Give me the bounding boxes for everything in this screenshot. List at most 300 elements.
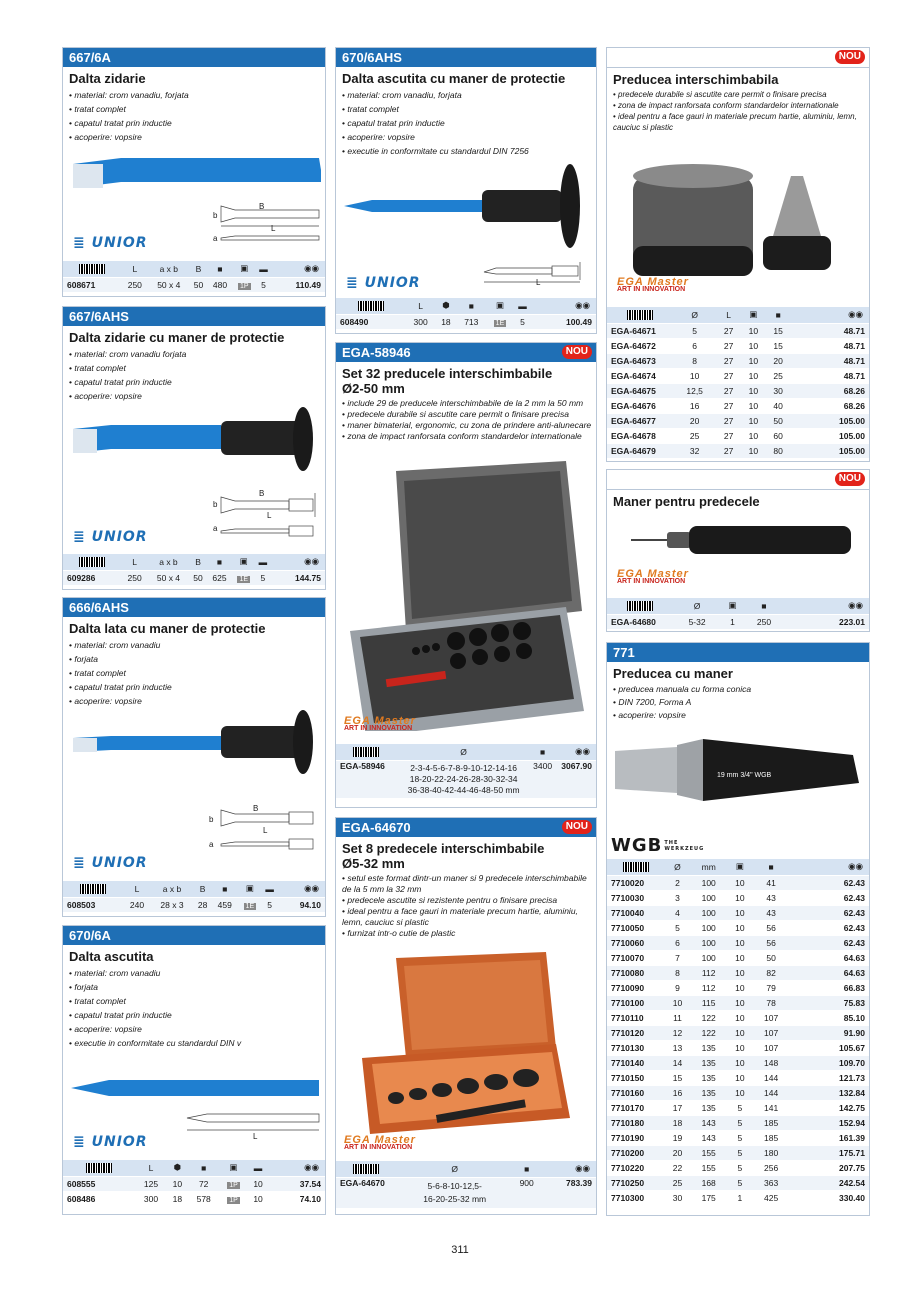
chisel-with-guard-image xyxy=(71,407,323,487)
package-icon: ▣ xyxy=(233,261,256,277)
sizes-line: 16-20-25-32 mm xyxy=(423,1193,487,1204)
feature-item: • ideal pentru a face gauri in materiale precum hartie, aluminiu, lemn, cauciuc si plastic xyxy=(613,111,865,133)
cell: 18 xyxy=(436,314,456,329)
feature-item: • executie in conformitate cu standardul DIN 7256 xyxy=(342,144,596,158)
barcode-icon xyxy=(336,298,405,314)
cell xyxy=(220,1191,248,1206)
dim-label-b: b xyxy=(209,815,214,824)
cell: 141 xyxy=(752,1100,789,1115)
product-code-cell: 7710100 xyxy=(607,995,665,1010)
product-code-cell: 608486 xyxy=(63,1191,135,1206)
product-card-666-6ahs xyxy=(62,597,326,917)
feature-item: • tratat complet xyxy=(342,102,596,116)
dim-label-b: b xyxy=(213,500,218,509)
feature-item: • material: crom vanadiu forjata xyxy=(69,347,325,361)
barcode-icon xyxy=(336,1161,396,1177)
cell: 82 xyxy=(752,965,789,980)
product-card-ega-58946 xyxy=(335,342,597,808)
product-code xyxy=(336,343,596,362)
brand-name: UNIOR xyxy=(91,1134,148,1150)
product-table xyxy=(607,598,869,629)
ega-master-logo xyxy=(344,717,416,733)
table-row xyxy=(607,353,869,368)
cell: 7 xyxy=(665,950,690,965)
price-cell: 3067.90 xyxy=(554,760,596,798)
product-title: Set 8 predecele interschimbabile Ø5-32 mm xyxy=(342,841,545,871)
package-icon: ▣ xyxy=(238,881,262,897)
cell: 5 xyxy=(727,1145,752,1160)
hexagon-icon: ⬢ xyxy=(436,298,456,314)
cell: 100 xyxy=(690,950,727,965)
product-card-preducea-interschimbabila xyxy=(606,47,870,462)
table-row xyxy=(607,995,869,1010)
cell: 459 xyxy=(211,897,238,912)
pointed-chisel-image xyxy=(69,1074,323,1104)
cell: 50 xyxy=(766,413,791,428)
product-code-cell: EGA-64675 xyxy=(607,383,673,398)
cell: 175 xyxy=(690,1190,727,1205)
cell: 112 xyxy=(690,965,727,980)
price-cell: 121.73 xyxy=(790,1070,869,1085)
new-badge: NOU xyxy=(562,345,592,359)
cell: 363 xyxy=(752,1175,789,1190)
cell: 155 xyxy=(690,1160,727,1175)
cell: 135 xyxy=(690,1100,727,1115)
cell: 60 xyxy=(766,428,791,443)
dim-label-a: a xyxy=(209,840,214,849)
card-header xyxy=(607,470,869,490)
package-icon: ▣ xyxy=(220,1160,248,1176)
cell: 107 xyxy=(752,1025,789,1040)
weight-icon: ■ xyxy=(456,298,486,314)
product-card-maner-predecele xyxy=(606,469,870,632)
ruler-icon: ▬ xyxy=(256,261,271,277)
barcode-icon xyxy=(336,744,396,760)
cell xyxy=(232,570,255,585)
product-title: Dalta zidarie xyxy=(69,71,146,86)
cell: 5 xyxy=(727,1175,752,1190)
price-cell: 105.00 xyxy=(791,443,869,458)
cell: 27 xyxy=(716,383,741,398)
cell: 107 xyxy=(752,1010,789,1025)
barcode-icon xyxy=(63,261,122,277)
cell: 20 xyxy=(673,413,716,428)
brand-name: UNIOR xyxy=(364,275,421,291)
price-cell: 94.10 xyxy=(278,897,325,912)
col-header: a x b xyxy=(150,881,193,897)
tool-marking: 19 mm 3/4" WGB xyxy=(717,772,772,779)
price-cell: 242.54 xyxy=(790,1175,869,1190)
feature-item: • capatul tratat prin inductie xyxy=(69,1008,325,1022)
product-code-cell: EGA-64674 xyxy=(607,368,673,383)
brand-name: WGB xyxy=(611,835,663,856)
feature-item: • tratat complet xyxy=(69,361,325,375)
col-header: Ø xyxy=(665,859,690,875)
cell: 135 xyxy=(690,1085,727,1100)
feature-item: • zona de impact ranforsata conform standardelor internationale xyxy=(342,431,592,442)
dim-label-a: a xyxy=(213,524,218,533)
feature-item: • predecele durabile si ascutite care permit o finisare precisa xyxy=(342,409,592,420)
page-number: 311 xyxy=(451,1244,469,1256)
price-cell: 110.49 xyxy=(271,277,325,292)
table-row xyxy=(336,1177,596,1208)
col-header: L xyxy=(405,298,435,314)
product-code-cell: 7710220 xyxy=(607,1160,665,1175)
table-row xyxy=(607,1130,869,1145)
cell: 27 xyxy=(716,368,741,383)
cell: 100 xyxy=(690,905,727,920)
dim-label-b: b xyxy=(213,211,218,220)
cell: 10 xyxy=(665,995,690,1010)
cell: 155 xyxy=(690,1145,727,1160)
unior-logo: ≣ UNIOR xyxy=(346,275,421,291)
feature-item: • forjata xyxy=(69,652,325,666)
cell: 480 xyxy=(207,277,233,292)
punch-set-case-image xyxy=(346,461,586,731)
table-row xyxy=(607,614,869,629)
price-cell: 144.75 xyxy=(271,570,325,585)
cell: 41 xyxy=(752,875,789,890)
cell: 27 xyxy=(716,338,741,353)
package-badge: 1P xyxy=(240,282,249,290)
cell: 135 xyxy=(690,1055,727,1070)
package-badge: 1P xyxy=(229,1181,238,1189)
product-code-cell: 7710120 xyxy=(607,1025,665,1040)
feature-item: • executie in conformitate cu standardul DIN v xyxy=(69,1036,325,1050)
product-code-cell: 7710060 xyxy=(607,935,665,950)
feature-item: • material: crom vanadiu, forjata xyxy=(342,88,596,102)
punch-set-orange-case-image xyxy=(356,948,576,1138)
unior-logo: ≣ UNIOR xyxy=(73,1134,148,1150)
product-code-cell: EGA-64679 xyxy=(607,443,673,458)
coins-icon: ◉◉ xyxy=(791,307,869,323)
cell: 625 xyxy=(207,570,233,585)
price-cell: 62.43 xyxy=(790,905,869,920)
cell: 12 xyxy=(665,1025,690,1040)
ega-master-logo xyxy=(344,1136,416,1152)
table-row xyxy=(607,443,869,458)
feature-item: • material: crom vanadiu xyxy=(69,966,325,980)
cell: 122 xyxy=(690,1025,727,1040)
cell: 25 xyxy=(766,368,791,383)
price-cell: 152.94 xyxy=(790,1115,869,1130)
product-table xyxy=(607,307,869,458)
product-table xyxy=(336,744,596,798)
product-code-cell: 7710080 xyxy=(607,965,665,980)
brand-name: UNIOR xyxy=(91,855,148,871)
cell: 5 xyxy=(727,1160,752,1175)
product-code-cell: 7710180 xyxy=(607,1115,665,1130)
table-row xyxy=(607,338,869,353)
col-header: L xyxy=(135,1160,167,1176)
cell: 78 xyxy=(752,995,789,1010)
barcode-icon xyxy=(607,307,673,323)
package-badge: 1E xyxy=(495,319,505,327)
product-code-cell: 7710300 xyxy=(607,1190,665,1205)
coins-icon: ◉◉ xyxy=(278,881,325,897)
weight-icon: ■ xyxy=(766,307,791,323)
cell: 135 xyxy=(690,1040,727,1055)
price-cell: 142.75 xyxy=(790,1100,869,1115)
cell: 10 xyxy=(741,368,766,383)
table-row xyxy=(607,1115,869,1130)
product-code-cell: 608503 xyxy=(63,897,124,912)
table-row xyxy=(607,890,869,905)
package-badge: 1P xyxy=(229,1196,238,1204)
price-cell: 207.75 xyxy=(790,1160,869,1175)
product-card-670-6a xyxy=(62,925,326,1215)
product-code-cell: 7710110 xyxy=(607,1010,665,1025)
feature-item: • capatul tratat prin inductie xyxy=(69,116,325,130)
weight-icon: ■ xyxy=(211,881,238,897)
cell xyxy=(238,897,262,912)
dim-label-B: B xyxy=(259,489,265,498)
price-cell: 175.71 xyxy=(790,1145,869,1160)
cell: 32 xyxy=(673,443,716,458)
cell: 50 xyxy=(189,570,206,585)
pointed-chisel-with-guard-image xyxy=(342,160,594,260)
punch-handle-image xyxy=(627,522,857,558)
weight-icon: ■ xyxy=(744,598,784,614)
cell xyxy=(220,1176,248,1191)
cell: 20 xyxy=(766,353,791,368)
cell: 50 x 4 xyxy=(147,570,189,585)
product-title: Preducea cu maner xyxy=(613,666,733,681)
cell: 300 xyxy=(135,1191,167,1206)
col-header: a x b xyxy=(147,554,189,570)
table-row xyxy=(63,277,325,292)
price-cell: 68.26 xyxy=(791,383,869,398)
cell: 10 xyxy=(727,980,752,995)
cell: 10 xyxy=(741,338,766,353)
cell: 10 xyxy=(727,1040,752,1055)
product-code-cell: 7710170 xyxy=(607,1100,665,1115)
product-card-771 xyxy=(606,642,870,1216)
price-cell: 64.63 xyxy=(790,965,869,980)
sizes-line: 2-3-4-5-6-7-8-9-10-12-14-16 xyxy=(410,762,517,773)
price-cell: 62.43 xyxy=(790,875,869,890)
product-code-cell: 7710030 xyxy=(607,890,665,905)
coins-icon: ◉◉ xyxy=(269,1160,325,1176)
cell: 100 xyxy=(690,935,727,950)
feature-list xyxy=(63,88,325,144)
table-row xyxy=(63,897,325,912)
cell: 3400 xyxy=(531,760,554,798)
cell: 900 xyxy=(513,1177,540,1208)
cell: 5 xyxy=(255,570,270,585)
price-cell: 161.39 xyxy=(790,1130,869,1145)
feature-item: • tratat complet xyxy=(69,994,325,1008)
cell: 10 xyxy=(727,995,752,1010)
feature-list xyxy=(63,347,325,403)
product-code-cell: EGA-64678 xyxy=(607,428,673,443)
cell: 250 xyxy=(122,570,148,585)
ega-tagline: ART IN INNOVATION xyxy=(344,725,413,732)
cell: 22 xyxy=(665,1160,690,1175)
cell: 5 xyxy=(727,1130,752,1145)
product-code-cell: 7710150 xyxy=(607,1070,665,1085)
product-code-cell: 7710200 xyxy=(607,1145,665,1160)
cell: 10 xyxy=(248,1176,269,1191)
flat-chisel-image xyxy=(71,710,323,790)
feature-list xyxy=(63,966,325,1050)
product-code: 667/6AHS xyxy=(63,307,325,326)
table-row xyxy=(607,323,869,338)
product-code-cell: 7710070 xyxy=(607,950,665,965)
price-cell: 62.43 xyxy=(790,935,869,950)
table-row xyxy=(63,1176,325,1191)
ega-master-logo xyxy=(617,570,689,586)
dim-label-L: L xyxy=(536,278,541,287)
cell: 8 xyxy=(673,353,716,368)
cell: 10 xyxy=(741,383,766,398)
col-header: B xyxy=(190,261,207,277)
cell: 12,5 xyxy=(673,383,716,398)
feature-item: • setul este format dintr-un maner si 9 predecele interschimbabile de la 5 mm la 32 mm xyxy=(342,873,592,895)
dim-label-L: L xyxy=(271,224,276,233)
table-row xyxy=(607,1190,869,1205)
cell: 148 xyxy=(752,1055,789,1070)
cell: 10 xyxy=(727,1055,752,1070)
cell: 240 xyxy=(124,897,151,912)
cell: 144 xyxy=(752,1085,789,1100)
feature-item: • material: crom vanadiu xyxy=(69,638,325,652)
product-card-670-6ahs xyxy=(335,47,597,334)
table-row xyxy=(607,920,869,935)
dim-label-L: L xyxy=(263,826,268,835)
table-row xyxy=(607,1010,869,1025)
cell: 180 xyxy=(752,1145,789,1160)
feature-item: • tratat complet xyxy=(69,102,325,116)
price-cell: 100.49 xyxy=(532,314,596,329)
cell: 3 xyxy=(665,890,690,905)
table-row xyxy=(607,875,869,890)
package-icon: ▣ xyxy=(487,298,514,314)
price-cell: 37.54 xyxy=(269,1176,325,1191)
product-code-cell: EGA-64671 xyxy=(607,323,673,338)
cell: 15 xyxy=(665,1070,690,1085)
cell: 10 xyxy=(727,935,752,950)
product-table xyxy=(63,881,325,912)
feature-item: • material: crom vanadiu, forjata xyxy=(69,88,325,102)
table-row xyxy=(607,935,869,950)
table-row xyxy=(336,760,596,798)
cell: 18 xyxy=(665,1115,690,1130)
price-cell: 105.67 xyxy=(790,1040,869,1055)
price-cell: 91.90 xyxy=(790,1025,869,1040)
cell: 27 xyxy=(716,398,741,413)
table-row xyxy=(607,383,869,398)
cell: 6 xyxy=(665,935,690,950)
product-code-cell: EGA-64680 xyxy=(607,614,673,629)
cell: 8 xyxy=(665,965,690,980)
cell: 43 xyxy=(752,890,789,905)
table-row xyxy=(607,1160,869,1175)
sizes-line: 36-38-40-42-44-46-48-50 mm xyxy=(407,784,520,795)
product-code-cell: 7710040 xyxy=(607,905,665,920)
price-cell: 68.26 xyxy=(791,398,869,413)
cell: 56 xyxy=(752,920,789,935)
interchangeable-punch-image xyxy=(627,156,857,296)
feature-item: • ideal pentru a face gauri in materiale precum hartie, aluminiu, lemn, cauciuc si plastic xyxy=(342,906,592,928)
cell: 143 xyxy=(690,1115,727,1130)
cell: 143 xyxy=(690,1130,727,1145)
price-cell: 74.10 xyxy=(269,1191,325,1206)
cell: 5 xyxy=(665,920,690,935)
cell: 10 xyxy=(673,368,716,383)
dim-label-B: B xyxy=(259,202,265,211)
product-code-cell: 7710160 xyxy=(607,1085,665,1100)
cell: 10 xyxy=(741,398,766,413)
cell: 10 xyxy=(741,428,766,443)
package-badge: 1E xyxy=(245,902,255,910)
coins-icon: ◉◉ xyxy=(271,261,325,277)
cell: 144 xyxy=(752,1070,789,1085)
hexagon-icon: ⬢ xyxy=(167,1160,188,1176)
cell: 250 xyxy=(122,277,148,292)
col-header: Ø xyxy=(673,307,716,323)
ruler-icon: ▬ xyxy=(262,881,278,897)
barcode-icon xyxy=(63,1160,135,1176)
cell: 10 xyxy=(727,890,752,905)
package-icon: ▣ xyxy=(721,598,744,614)
product-table xyxy=(336,298,596,329)
table-row xyxy=(607,1070,869,1085)
cell: 20 xyxy=(665,1145,690,1160)
cell: 125 xyxy=(135,1176,167,1191)
cell: 10 xyxy=(741,353,766,368)
table-row xyxy=(607,965,869,980)
cell: 578 xyxy=(188,1191,220,1206)
dimension-drawing xyxy=(209,491,321,541)
price-cell: 75.83 xyxy=(790,995,869,1010)
feature-item: • acoperire: vopsire xyxy=(613,709,865,722)
cell: 5-32 xyxy=(673,614,721,629)
cell: 135 xyxy=(690,1070,727,1085)
unior-logo: ≣ UNIOR xyxy=(73,235,148,251)
product-code: 771 xyxy=(607,643,869,662)
table-row xyxy=(336,314,596,329)
cell: 2 xyxy=(665,875,690,890)
col-header: B xyxy=(194,881,212,897)
cell: 425 xyxy=(752,1190,789,1205)
ega-tagline: ART IN INNOVATION xyxy=(617,578,686,585)
product-code-cell: EGA-64676 xyxy=(607,398,673,413)
cell: 713 xyxy=(456,314,486,329)
package-icon: ▣ xyxy=(232,554,255,570)
price-cell: 48.71 xyxy=(791,338,869,353)
cell: 10 xyxy=(741,413,766,428)
col-header: L xyxy=(122,261,148,277)
weight-icon: ■ xyxy=(207,261,233,277)
product-title: Set 32 preducele interschimbabile Ø2-50 mm xyxy=(342,366,553,396)
feature-item: • tratat complet xyxy=(69,666,325,680)
cell: 10 xyxy=(727,1070,752,1085)
cell: 6 xyxy=(673,338,716,353)
sizes-line: 5-6-8-10-12,5- xyxy=(427,1180,482,1191)
table-row xyxy=(607,1100,869,1115)
barcode-icon xyxy=(607,859,665,875)
cell: 5 xyxy=(727,1115,752,1130)
product-code-cell: 7710140 xyxy=(607,1055,665,1070)
product-table xyxy=(607,859,869,1205)
weight-icon: ■ xyxy=(531,744,554,760)
product-code-cell: 7710020 xyxy=(607,875,665,890)
cell: 10 xyxy=(727,1010,752,1025)
cell: 40 xyxy=(766,398,791,413)
col-header: mm xyxy=(690,859,727,875)
feature-item: • maner bimaterial, ergonomic, cu zona de prindere anti-alunecare xyxy=(342,420,592,431)
